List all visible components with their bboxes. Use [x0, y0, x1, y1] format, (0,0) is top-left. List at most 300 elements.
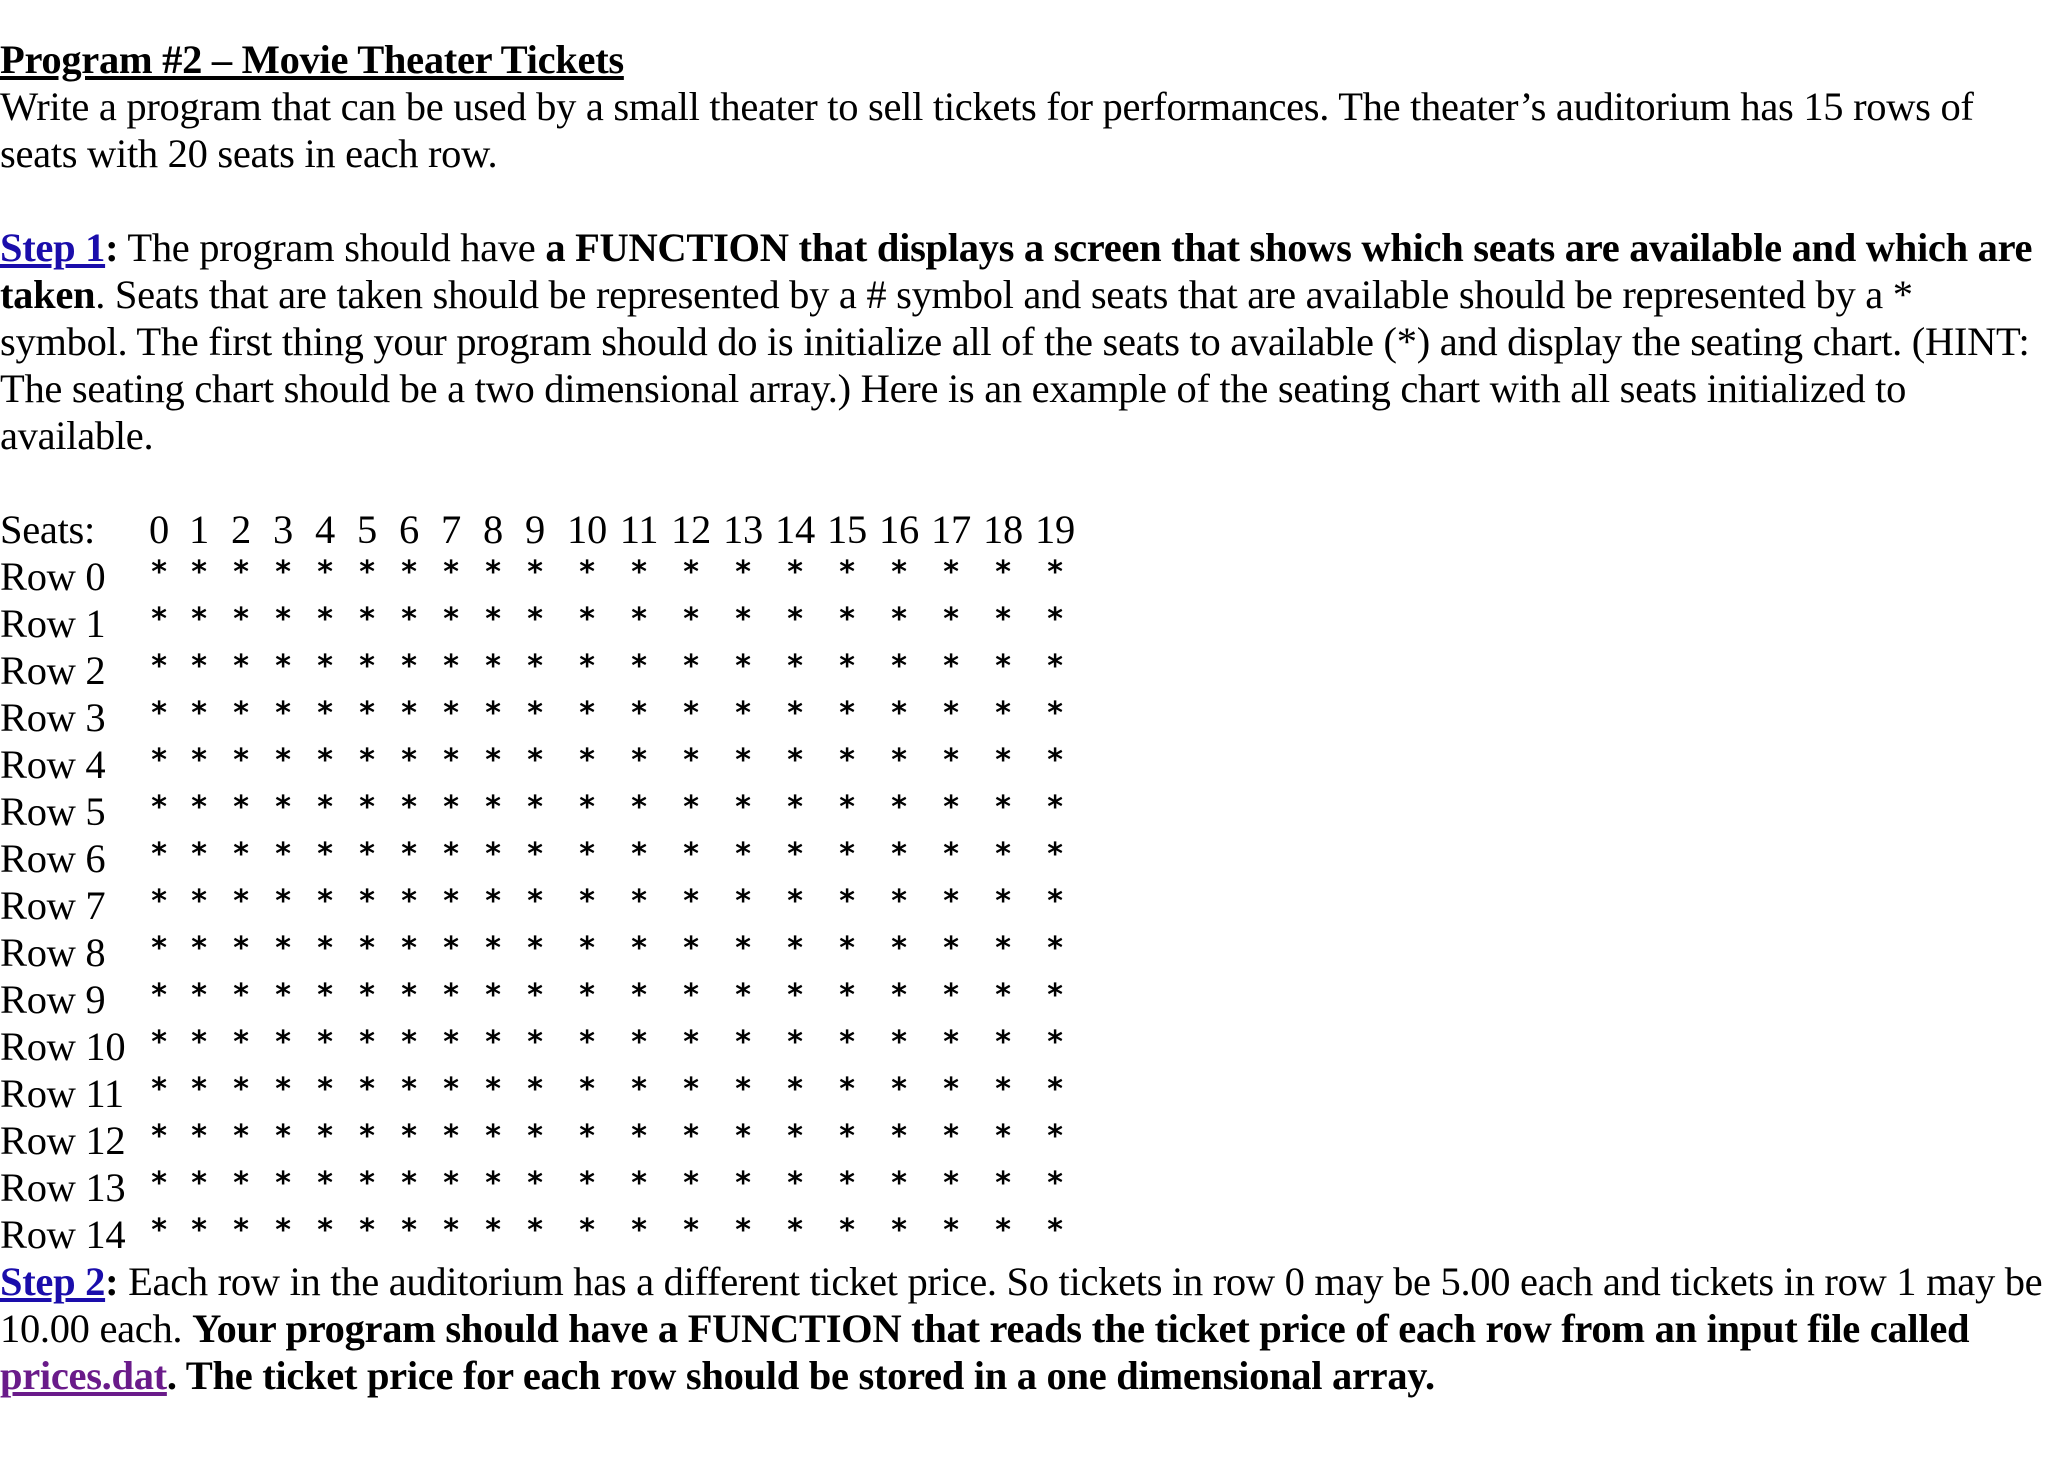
seat-number: 7 — [441, 507, 461, 552]
seat-available-symbol: * — [891, 790, 907, 825]
seat-available-symbol: * — [943, 743, 959, 778]
seat-available-symbol: * — [683, 1166, 699, 1201]
seat-available-symbol: * — [735, 931, 751, 966]
seat-number: 4 — [315, 507, 335, 552]
seat-available-symbol: * — [191, 837, 207, 872]
seat-available-symbol: * — [443, 1166, 459, 1201]
seat-available-symbol: * — [631, 1213, 647, 1248]
seat-available-symbol: * — [995, 790, 1011, 825]
seat-available-symbol: * — [527, 696, 543, 731]
seat-available-symbol: * — [943, 931, 959, 966]
seat-available-symbol: * — [839, 884, 855, 919]
seat-available-symbol: * — [485, 602, 501, 637]
seat-available-symbol: * — [401, 555, 417, 590]
seat-available-symbol: * — [943, 884, 959, 919]
seat-available-symbol: * — [891, 743, 907, 778]
prices-file-link[interactable]: prices.dat — [0, 1353, 167, 1398]
seat-available-symbol: * — [579, 602, 595, 637]
row-label: Row 11 — [0, 1071, 124, 1116]
seat-available-symbol: * — [631, 696, 647, 731]
seat-available-symbol: * — [191, 602, 207, 637]
step2-text-a: Each row in the auditorium has a different ticket price. So tickets in row 0 may be 5.00 each and tickets in row 1 may be 10.00 each. — [0, 1259, 2043, 1351]
seat-available-symbol: * — [1047, 978, 1063, 1013]
seat-available-symbol: * — [443, 1213, 459, 1248]
seat-available-symbol: * — [275, 931, 291, 966]
seat-available-symbol: * — [233, 1166, 249, 1201]
seat-available-symbol: * — [787, 1025, 803, 1060]
seat-available-symbol: * — [839, 1213, 855, 1248]
seat-number: 3 — [273, 507, 293, 552]
seat-available-symbol: * — [527, 1025, 543, 1060]
seat-available-symbol: * — [1047, 555, 1063, 590]
seat-available-symbol: * — [275, 978, 291, 1013]
seats-header-label: Seats: — [0, 507, 95, 552]
step1-text-bold: a FUNCTION that displays a screen that shows which seats are available and which are taken — [0, 225, 2033, 317]
seat-available-symbol: * — [275, 1025, 291, 1060]
seat-available-symbol: * — [579, 837, 595, 872]
seat-available-symbol: * — [275, 555, 291, 590]
seat-available-symbol: * — [1047, 696, 1063, 731]
seat-number: 0 — [149, 507, 169, 552]
seat-available-symbol: * — [995, 931, 1011, 966]
seat-available-symbol: * — [275, 1213, 291, 1248]
seat-available-symbol: * — [359, 1072, 375, 1107]
seat-available-symbol: * — [579, 884, 595, 919]
seat-number: 6 — [399, 507, 419, 552]
seat-available-symbol: * — [317, 790, 333, 825]
seat-available-symbol: * — [233, 978, 249, 1013]
seat-available-symbol: * — [995, 1119, 1011, 1154]
seat-number: 8 — [483, 507, 503, 552]
seat-number: 15 — [827, 507, 867, 552]
seat-available-symbol: * — [579, 696, 595, 731]
seat-available-symbol: * — [233, 743, 249, 778]
seat-available-symbol: * — [787, 696, 803, 731]
seat-available-symbol: * — [1047, 1166, 1063, 1201]
seating-chart — [0, 506, 2046, 1258]
seat-available-symbol: * — [359, 649, 375, 684]
seat-available-symbol: * — [787, 978, 803, 1013]
seat-available-symbol: * — [401, 978, 417, 1013]
step1-link[interactable]: Step 1 — [0, 225, 106, 270]
seat-number: 9 — [525, 507, 545, 552]
step2-colon: : — [105, 1259, 119, 1304]
seat-available-symbol: * — [891, 884, 907, 919]
seat-available-symbol: * — [275, 837, 291, 872]
seat-available-symbol: * — [401, 649, 417, 684]
seat-available-symbol: * — [401, 790, 417, 825]
seat-available-symbol: * — [683, 1025, 699, 1060]
seat-available-symbol: * — [787, 884, 803, 919]
seat-available-symbol: * — [359, 931, 375, 966]
seat-available-symbol: * — [485, 649, 501, 684]
seat-available-symbol: * — [943, 790, 959, 825]
seat-available-symbol: * — [527, 931, 543, 966]
step1-text-b: . Seats that are taken should be represented by a # symbol and seats that are available should be represented by a * symbol. The first thing your program should do is initialize all of the seats to available (*) and display the seating chart. (HINT: The seating chart should be a two dimensional array.) Here is an example of the seating chart with all seats initialized to available. — [0, 272, 2030, 458]
seat-available-symbol: * — [443, 978, 459, 1013]
seat-number: 5 — [357, 507, 377, 552]
seat-available-symbol: * — [151, 555, 167, 590]
seat-available-symbol: * — [527, 790, 543, 825]
seat-available-symbol: * — [191, 1025, 207, 1060]
seat-available-symbol: * — [233, 1072, 249, 1107]
seat-available-symbol: * — [317, 978, 333, 1013]
seat-available-symbol: * — [191, 884, 207, 919]
seat-available-symbol: * — [191, 978, 207, 1013]
seat-available-symbol: * — [317, 1025, 333, 1060]
seat-available-symbol: * — [443, 790, 459, 825]
seat-available-symbol: * — [233, 884, 249, 919]
seat-available-symbol: * — [787, 555, 803, 590]
seat-available-symbol: * — [683, 1072, 699, 1107]
seat-available-symbol: * — [891, 1072, 907, 1107]
seat-available-symbol: * — [839, 743, 855, 778]
seat-available-symbol: * — [151, 837, 167, 872]
seat-available-symbol: * — [891, 696, 907, 731]
seat-available-symbol: * — [527, 555, 543, 590]
seat-available-symbol: * — [317, 1213, 333, 1248]
seat-available-symbol: * — [891, 1119, 907, 1154]
seat-available-symbol: * — [359, 1025, 375, 1060]
seat-available-symbol: * — [191, 1119, 207, 1154]
seat-available-symbol: * — [683, 790, 699, 825]
row-label: Row 12 — [0, 1118, 126, 1163]
seat-available-symbol: * — [943, 1025, 959, 1060]
seat-available-symbol: * — [579, 743, 595, 778]
seat-available-symbol: * — [527, 1119, 543, 1154]
seat-available-symbol: * — [995, 696, 1011, 731]
seat-available-symbol: * — [839, 790, 855, 825]
seat-available-symbol: * — [891, 837, 907, 872]
seat-available-symbol: * — [485, 1166, 501, 1201]
seat-available-symbol: * — [443, 743, 459, 778]
seat-available-symbol: * — [631, 884, 647, 919]
seat-available-symbol: * — [787, 1119, 803, 1154]
seat-available-symbol: * — [891, 978, 907, 1013]
seat-available-symbol: * — [735, 696, 751, 731]
seat-available-symbol: * — [735, 1166, 751, 1201]
seat-available-symbol: * — [401, 1166, 417, 1201]
seat-available-symbol: * — [891, 1166, 907, 1201]
seat-available-symbol: * — [401, 1025, 417, 1060]
seat-available-symbol: * — [485, 884, 501, 919]
seat-available-symbol: * — [233, 837, 249, 872]
seat-available-symbol: * — [275, 602, 291, 637]
seat-available-symbol: * — [891, 649, 907, 684]
seat-available-symbol: * — [735, 649, 751, 684]
seat-available-symbol: * — [995, 978, 1011, 1013]
seat-available-symbol: * — [735, 884, 751, 919]
seat-available-symbol: * — [579, 1166, 595, 1201]
seat-available-symbol: * — [317, 1119, 333, 1154]
seat-available-symbol: * — [995, 1166, 1011, 1201]
seat-available-symbol: * — [233, 696, 249, 731]
seat-available-symbol: * — [191, 696, 207, 731]
seat-available-symbol: * — [579, 1072, 595, 1107]
seat-available-symbol: * — [683, 884, 699, 919]
seat-number: 12 — [671, 507, 711, 552]
seat-available-symbol: * — [631, 790, 647, 825]
seat-available-symbol: * — [151, 1119, 167, 1154]
seat-available-symbol: * — [683, 978, 699, 1013]
seat-available-symbol: * — [787, 602, 803, 637]
seat-available-symbol: * — [401, 884, 417, 919]
seat-available-symbol: * — [943, 649, 959, 684]
seat-number: 17 — [931, 507, 971, 552]
seat-available-symbol: * — [151, 884, 167, 919]
seat-available-symbol: * — [317, 837, 333, 872]
seat-available-symbol: * — [735, 1119, 751, 1154]
seat-available-symbol: * — [995, 743, 1011, 778]
seat-available-symbol: * — [735, 602, 751, 637]
seat-available-symbol: * — [275, 1119, 291, 1154]
seat-available-symbol: * — [527, 837, 543, 872]
seat-available-symbol: * — [359, 884, 375, 919]
row-label: Row 3 — [0, 695, 106, 740]
seat-available-symbol: * — [1047, 790, 1063, 825]
seat-available-symbol: * — [485, 931, 501, 966]
seat-available-symbol: * — [839, 602, 855, 637]
spacer — [0, 459, 2046, 506]
seat-number: 18 — [983, 507, 1023, 552]
row-label: Row 13 — [0, 1165, 126, 1210]
seat-available-symbol: * — [579, 649, 595, 684]
seat-available-symbol: * — [151, 1213, 167, 1248]
step2-link[interactable]: Step 2 — [0, 1259, 106, 1304]
seat-available-symbol: * — [839, 978, 855, 1013]
seat-available-symbol: * — [995, 884, 1011, 919]
seat-available-symbol: * — [787, 649, 803, 684]
seat-available-symbol: * — [485, 1213, 501, 1248]
seat-available-symbol: * — [275, 790, 291, 825]
seat-available-symbol: * — [1047, 743, 1063, 778]
seat-available-symbol: * — [787, 1166, 803, 1201]
step2-text-bold-a: Your program should have a FUNCTION that reads the ticket price of each row from an input file called — [192, 1306, 1970, 1351]
seat-available-symbol: * — [995, 837, 1011, 872]
seat-available-symbol: * — [579, 1025, 595, 1060]
row-label: Row 7 — [0, 883, 106, 928]
seat-available-symbol: * — [995, 1072, 1011, 1107]
seat-available-symbol: * — [233, 649, 249, 684]
row-label: Row 14 — [0, 1212, 126, 1257]
seat-available-symbol: * — [891, 1025, 907, 1060]
step2-text-bold-b: . The ticket price for each row should be stored in a one dimensional array. — [166, 1353, 1435, 1398]
seat-available-symbol: * — [995, 602, 1011, 637]
seat-number: 14 — [775, 507, 815, 552]
row-label: Row 5 — [0, 789, 106, 834]
seat-available-symbol: * — [579, 1119, 595, 1154]
seat-available-symbol: * — [787, 743, 803, 778]
seat-available-symbol: * — [527, 978, 543, 1013]
seat-available-symbol: * — [151, 1166, 167, 1201]
seat-available-symbol: * — [401, 696, 417, 731]
seat-available-symbol: * — [631, 978, 647, 1013]
seat-available-symbol: * — [943, 555, 959, 590]
seat-number: 16 — [879, 507, 919, 552]
seat-available-symbol: * — [359, 837, 375, 872]
seat-available-symbol: * — [995, 1213, 1011, 1248]
seat-available-symbol: * — [787, 931, 803, 966]
seat-available-symbol: * — [359, 978, 375, 1013]
seat-available-symbol: * — [1047, 1072, 1063, 1107]
seat-available-symbol: * — [683, 649, 699, 684]
seat-available-symbol: * — [401, 837, 417, 872]
seat-available-symbol: * — [359, 1166, 375, 1201]
seat-available-symbol: * — [443, 884, 459, 919]
seat-available-symbol: * — [683, 602, 699, 637]
seat-available-symbol: * — [485, 743, 501, 778]
seat-available-symbol: * — [995, 649, 1011, 684]
seat-available-symbol: * — [527, 649, 543, 684]
seat-available-symbol: * — [317, 1166, 333, 1201]
seat-available-symbol: * — [631, 743, 647, 778]
seat-available-symbol: * — [527, 743, 543, 778]
seat-available-symbol: * — [1047, 649, 1063, 684]
seat-available-symbol: * — [275, 1166, 291, 1201]
seat-available-symbol: * — [891, 555, 907, 590]
seat-available-symbol: * — [151, 978, 167, 1013]
seat-available-symbol: * — [631, 649, 647, 684]
seat-available-symbol: * — [233, 602, 249, 637]
seat-available-symbol: * — [275, 649, 291, 684]
seat-available-symbol: * — [839, 1166, 855, 1201]
seat-available-symbol: * — [401, 1119, 417, 1154]
seat-number: 2 — [231, 507, 251, 552]
seat-available-symbol: * — [891, 602, 907, 637]
seat-available-symbol: * — [735, 1213, 751, 1248]
seat-available-symbol: * — [317, 1072, 333, 1107]
intro-paragraph: Write a program that can be used by a small theater to sell tickets for performances. The theater’s auditorium has 15 rows of seats with 20 seats in each row. — [0, 84, 1974, 176]
document-page — [0, 36, 2046, 1399]
seat-available-symbol: * — [317, 931, 333, 966]
seat-available-symbol: * — [151, 602, 167, 637]
seat-available-symbol: * — [579, 790, 595, 825]
step1-colon: : — [105, 225, 119, 270]
seat-available-symbol: * — [401, 1072, 417, 1107]
seat-available-symbol: * — [631, 931, 647, 966]
seat-available-symbol: * — [1047, 602, 1063, 637]
seat-available-symbol: * — [839, 555, 855, 590]
seat-available-symbol: * — [233, 1213, 249, 1248]
seat-number: 11 — [619, 507, 659, 552]
seat-available-symbol: * — [359, 1213, 375, 1248]
seat-number: 10 — [567, 507, 607, 552]
seat-available-symbol: * — [443, 649, 459, 684]
seat-available-symbol: * — [735, 555, 751, 590]
seat-number: 19 — [1035, 507, 1075, 552]
seat-available-symbol: * — [443, 931, 459, 966]
seat-available-symbol: * — [943, 978, 959, 1013]
seat-available-symbol: * — [631, 1166, 647, 1201]
seat-available-symbol: * — [401, 602, 417, 637]
seat-available-symbol: * — [839, 1025, 855, 1060]
seat-available-symbol: * — [839, 696, 855, 731]
seat-available-symbol: * — [485, 790, 501, 825]
seat-available-symbol: * — [943, 1072, 959, 1107]
seat-available-symbol: * — [735, 790, 751, 825]
seat-available-symbol: * — [527, 884, 543, 919]
seat-available-symbol: * — [943, 1166, 959, 1201]
seat-available-symbol: * — [735, 743, 751, 778]
seat-available-symbol: * — [233, 1025, 249, 1060]
document-title: Program #2 – Movie Theater Tickets — [0, 37, 624, 82]
seat-available-symbol: * — [943, 1213, 959, 1248]
seat-available-symbol: * — [839, 1072, 855, 1107]
seat-available-symbol: * — [151, 649, 167, 684]
seat-available-symbol: * — [443, 1025, 459, 1060]
seat-available-symbol: * — [317, 884, 333, 919]
seat-available-symbol: * — [485, 696, 501, 731]
seat-available-symbol: * — [317, 696, 333, 731]
seat-available-symbol: * — [943, 602, 959, 637]
seat-available-symbol: * — [527, 1072, 543, 1107]
row-label: Row 2 — [0, 648, 106, 693]
row-label: Row 0 — [0, 554, 106, 599]
seat-available-symbol: * — [631, 555, 647, 590]
seat-number: 1 — [189, 507, 209, 552]
seat-available-symbol: * — [995, 1025, 1011, 1060]
seat-available-symbol: * — [443, 602, 459, 637]
seat-available-symbol: * — [787, 1213, 803, 1248]
seat-available-symbol: * — [191, 1213, 207, 1248]
seat-available-symbol: * — [485, 1025, 501, 1060]
seat-available-symbol: * — [527, 602, 543, 637]
seat-available-symbol: * — [735, 978, 751, 1013]
seat-available-symbol: * — [631, 1025, 647, 1060]
seat-available-symbol: * — [527, 1213, 543, 1248]
seat-available-symbol: * — [1047, 1025, 1063, 1060]
seat-number: 13 — [723, 507, 763, 552]
seat-available-symbol: * — [579, 1213, 595, 1248]
seat-available-symbol: * — [233, 555, 249, 590]
row-label: Row 1 — [0, 601, 106, 646]
seat-available-symbol: * — [443, 1119, 459, 1154]
seat-available-symbol: * — [485, 555, 501, 590]
seat-available-symbol: * — [359, 602, 375, 637]
seat-available-symbol: * — [151, 1025, 167, 1060]
seat-available-symbol: * — [735, 837, 751, 872]
seat-available-symbol: * — [443, 837, 459, 872]
step1-paragraph — [0, 224, 2046, 459]
seat-available-symbol: * — [191, 743, 207, 778]
seat-available-symbol: * — [683, 1119, 699, 1154]
row-label: Row 4 — [0, 742, 106, 787]
seat-available-symbol: * — [443, 555, 459, 590]
seat-available-symbol: * — [631, 1072, 647, 1107]
seat-available-symbol: * — [233, 790, 249, 825]
seat-available-symbol: * — [191, 1166, 207, 1201]
seat-available-symbol: * — [527, 1166, 543, 1201]
seat-available-symbol: * — [1047, 1213, 1063, 1248]
seat-available-symbol: * — [401, 931, 417, 966]
row-label: Row 10 — [0, 1024, 126, 1069]
seat-available-symbol: * — [233, 931, 249, 966]
seat-available-symbol: * — [275, 884, 291, 919]
seat-available-symbol: * — [891, 931, 907, 966]
seat-available-symbol: * — [359, 696, 375, 731]
step2-paragraph — [0, 1258, 2046, 1399]
seat-available-symbol: * — [1047, 837, 1063, 872]
seat-available-symbol: * — [275, 743, 291, 778]
seat-available-symbol: * — [839, 1119, 855, 1154]
seat-available-symbol: * — [579, 555, 595, 590]
seat-available-symbol: * — [943, 837, 959, 872]
seat-available-symbol: * — [579, 978, 595, 1013]
seat-available-symbol: * — [485, 1119, 501, 1154]
seat-available-symbol: * — [1047, 884, 1063, 919]
seat-available-symbol: * — [579, 931, 595, 966]
spacer — [0, 177, 2046, 224]
